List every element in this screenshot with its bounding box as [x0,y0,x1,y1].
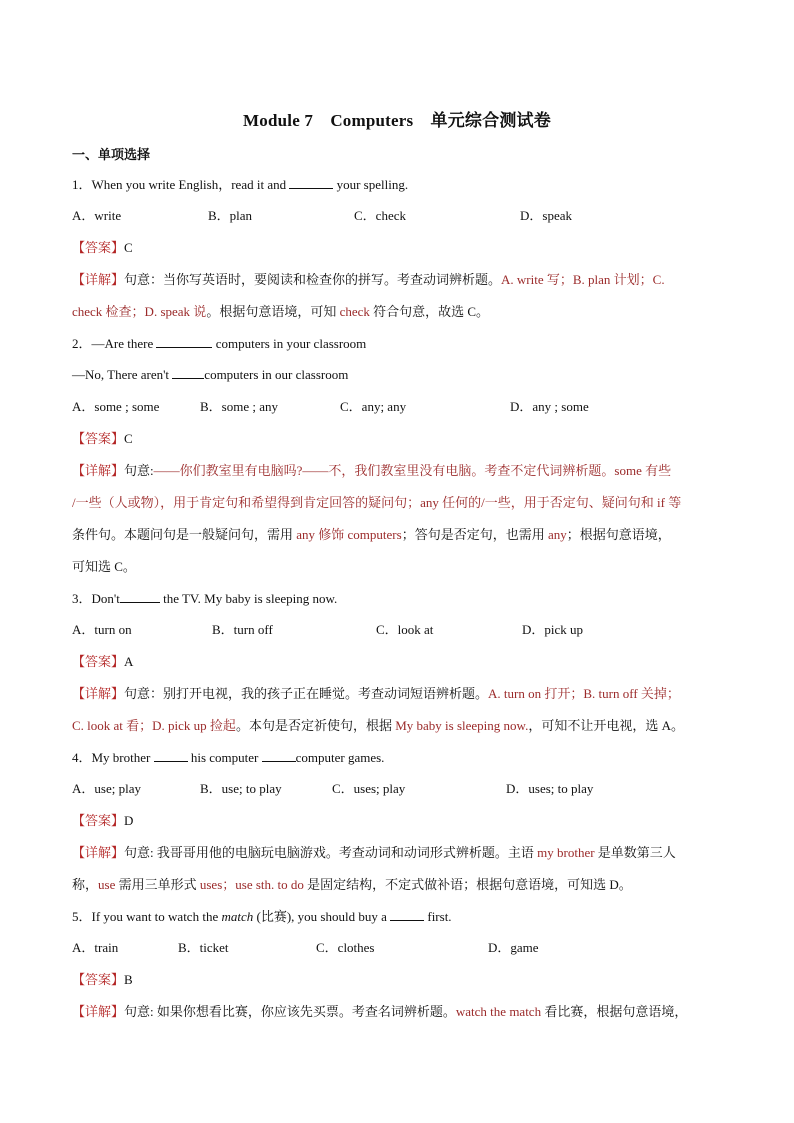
q5-option-b: B．ticket [178,940,229,955]
q1-detail-text: 句意：当你写英语时，要阅读和检查你的拼写。考查动词辨析题。 [124,272,502,287]
q2-stem-text: computers in your classroom [212,336,367,351]
q3-stem-text: 3．Don't [72,591,120,606]
q5-detail-text: 句意: 如果你想看比赛，你应该先买票。考查名词辨析题。 [124,1004,456,1019]
q1-detail-highlight: check [339,304,370,319]
detail-tag: 【详解】 [72,845,125,860]
question-3-stem [72,590,732,608]
q3-detail-text: 句意：别打开电视，我的孩子正在睡觉。考查动词短语辨析题。 [124,686,489,701]
q3-detail-line-1 [72,685,732,703]
page-title: Module 7 Computers 单元综合测试卷 [243,111,551,130]
q2-detail-line-4: 可知选 C。 [72,559,136,574]
q4-option-d: D．uses; to play [506,781,594,796]
q1-option-a: A．write [72,208,122,223]
q3-detail-highlight: A. turn on 打开；B. turn off 关掉； [488,686,680,701]
q5-detail-line-1 [72,1003,732,1021]
answer-blank [289,176,333,189]
answer-blank [172,366,204,379]
detail-tag: 【详解】 [72,686,125,701]
q4-detail-highlight: uses；use sth. to do [199,877,304,892]
q2-detail-line-3 [72,526,732,544]
question-4-stem [72,749,732,767]
answer-blank [390,908,424,921]
q2-detail-highlight: /一些（人或物），用于肯定句和希望得到肯定回答的疑问句 [72,495,408,510]
q4-stem-text: computer games. [295,750,385,765]
q1-option-c: C．check [354,208,406,223]
q2-detail-text: 句意: [124,463,154,478]
q2-detail-highlight: any 修饰 computers [296,527,402,542]
q2-detail-highlight: some 有些 [614,463,672,478]
q2-stem-text: —No, There aren't [72,367,173,382]
q5-option-a: A．train [72,940,119,955]
q4-stem-text: his computer [187,750,262,765]
q1-detail-highlight: A. write 写；B. plan 计划；C. [501,272,665,287]
q3-detail-line-2 [72,717,732,735]
q1-answer [72,239,732,257]
q1-detail-line-1 [72,271,732,289]
answer-blank [154,749,188,762]
q1-stem-text-a: 1．When you write English，read it and [72,177,290,192]
q5-detail-highlight: watch the match [455,1004,542,1019]
q1-detail-highlight: check 检查；D. speak 说 [72,304,207,319]
q5-option-d: D．game [488,940,539,955]
detail-tag: 【详解】 [72,272,125,287]
q3-answer-value: A [124,654,134,669]
q5-stem-text: (比赛), you should buy a [253,909,391,924]
answer-blank [262,749,296,762]
answer-tag: 【答案】 [72,240,125,255]
q2-detail-highlight: ——你们教室里有电脑吗?——不，我们教室里没有电脑。考查不定代词辨析题。 [153,463,615,478]
q2-detail-line-2 [72,494,732,512]
q1-option-b: B．plan [208,208,253,223]
q2-answer [72,430,732,448]
q1-stem-text-b: your spelling. [333,177,409,192]
q2-option-c: C．any; any [340,399,407,414]
answer-blank [156,335,212,348]
q4-option-a: A．use; play [72,781,141,796]
q3-detail-text: ，可知不让开电视，选 A。 [528,718,684,733]
q4-detail-text: 是固定结构，不定式做补语；根据句意语境，可知选 D。 [303,877,632,892]
section-heading: 一、单项选择 [72,147,151,162]
q4-answer-value: D [124,813,134,828]
q4-detail-line-2 [72,876,732,894]
q4-detail-text: 是单数第三人 [594,845,676,860]
q3-stem-text: the TV. My baby is sleeping now. [159,591,338,606]
q3-option-c: C．look at [376,622,434,637]
q2-detail-text: ；根据句意语境， [566,527,671,542]
q4-option-b: B．use; to play [200,781,282,796]
q2-option-d: D．any ; some [510,399,589,414]
q2-stem-text: computers in our classroom [204,367,349,382]
q1-option-d: D．speak [520,208,572,223]
q3-option-d: D．pick up [522,622,584,637]
q5-stem-text: 5．If you want to watch the [72,909,222,924]
q1-answer-value: C [124,240,133,255]
detail-tag: 【详解】 [72,1004,125,1019]
q2-option-a: A．some ; some [72,399,160,414]
q5-answer-value: B [124,972,133,987]
q1-detail-line-2 [72,303,732,321]
q5-stem-italic: match [221,909,254,924]
q4-detail-line-1 [72,844,732,862]
q4-detail-text: 称， [72,877,99,892]
q2-detail-highlight: any [547,527,567,542]
q3-option-a: A．turn on [72,622,132,637]
q4-answer [72,812,732,830]
q2-detail-highlight: ；any 任何的/一些，用于否定句、疑问句和 if 等 [407,495,682,510]
q5-stem-text: first. [424,909,452,924]
answer-blank [120,590,160,603]
question-5-stem [72,908,732,926]
q1-detail-text: 。根据句意语境，可知 [206,304,340,319]
question-2-stem-line-1 [72,335,732,353]
detail-tag: 【详解】 [72,463,125,478]
q2-stem-text: 2．—Are there [72,336,157,351]
answer-tag: 【答案】 [72,431,125,446]
q4-detail-text: 需用三单形式 [115,877,200,892]
q3-detail-highlight: C. look at 看；D. pick up 捡起 [72,718,236,733]
q4-detail-highlight: use [98,877,116,892]
question-1-stem [72,176,732,194]
answer-tag: 【答案】 [72,972,125,987]
q2-option-b: B．some ; any [200,399,278,414]
q2-detail-text: ；答句是否定句，也需用 [401,527,548,542]
q2-detail-line-1 [72,462,732,480]
q5-answer [72,971,732,989]
q3-detail-text: 。本句是否定祈使句，根据 [235,718,396,733]
q3-answer [72,653,732,671]
q3-detail-highlight: My baby is sleeping now. [395,718,529,733]
q4-detail-text: 句意: 我哥哥用他的电脑玩电脑游戏。考查动词和动词形式辨析题。主语 [124,845,538,860]
q1-detail-text: 符合句意，故选 C。 [369,304,490,319]
q3-option-b: B．turn off [212,622,273,637]
q4-option-c: C．uses; play [332,781,406,796]
q4-detail-highlight: my brother [537,845,595,860]
q4-stem-text: 4．My brother [72,750,154,765]
q2-answer-value: C [124,431,133,446]
answer-tag: 【答案】 [72,654,125,669]
answer-tag: 【答案】 [72,813,125,828]
q5-detail-text: 看比赛，根据句意语境， [541,1004,688,1019]
question-2-stem-line-2 [72,366,732,384]
q2-detail-text: 条件句。本题问句是一般疑问句，需用 [72,527,297,542]
q5-option-c: C．clothes [316,940,375,955]
